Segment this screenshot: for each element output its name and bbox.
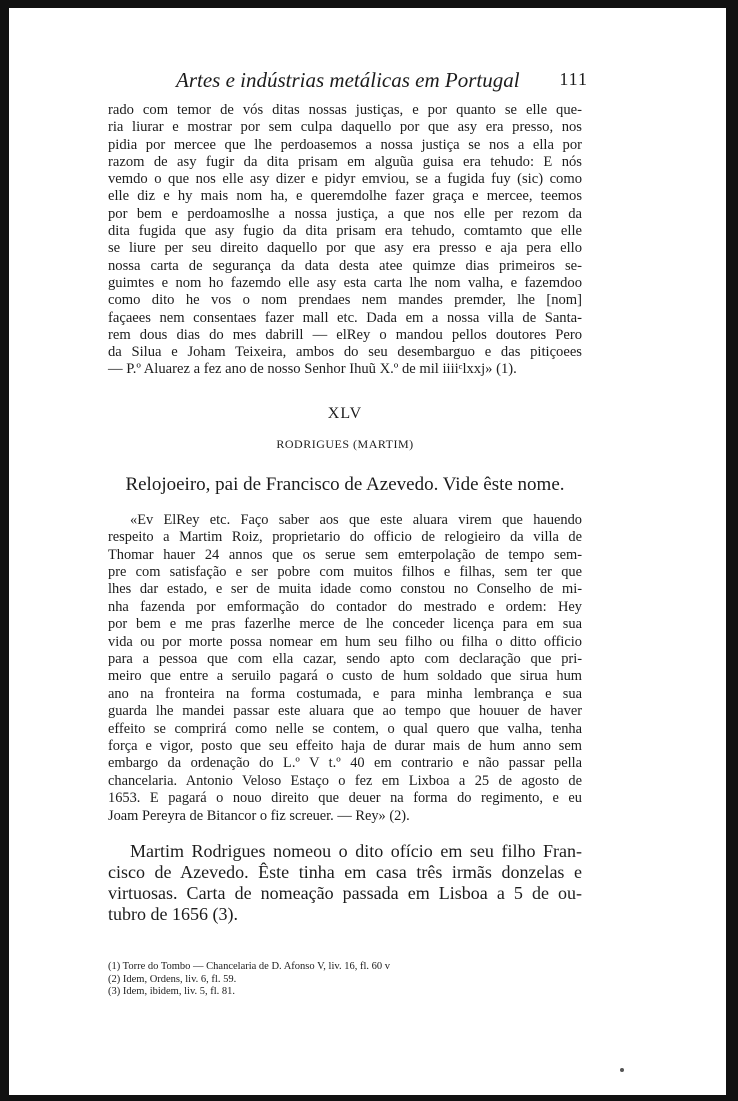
text-line: vida ou por morte possa nomear em hum seu filho ou filha o ditto officio [108, 633, 582, 650]
book-page [108, 60, 588, 999]
text-line: pidia por mercee que lhe perdoasemos a nossa justiça se nos a ella por [108, 136, 582, 153]
text-line: cisco de Azevedo. Êste tinha em casa três irmãs donzelas e [108, 862, 582, 883]
text-line: como dito he vos o nom prendaes nem mandes premder, lhe [nom] [108, 292, 582, 309]
running-title: Artes e indústrias metálicas em Portugal [176, 68, 520, 92]
text-line: elle diz e hy mais nom ha, e queremdolhe fazer graça e mercee, teemos [108, 188, 582, 205]
closing-paragraph [108, 841, 582, 925]
text-line: meiro que entre a seruilo pagará o custo de hum soldado que sirua hum [108, 668, 582, 685]
text-line: effeito se comprirá como nelle se contem, o qual quero que valha, tenha [108, 720, 582, 737]
text-line: ria liurar e mostrar por sem culpa daquello por que asy era presso, nos [108, 119, 582, 136]
text-line: Martim Rodrigues nomeou o dito ofício em seu filho Fran- [130, 841, 582, 862]
text-line: força e vigor, posto que seu effeito haja de durar mais de hum anno sem [108, 738, 582, 755]
text-line: rem dous dias do mes dabrill — elRey o mandou pellos doutores Pero [108, 326, 582, 343]
text-line: nossa carta de segurança da data desta atee quimze dias primeiros se- [108, 257, 582, 274]
text-line: Thomar hauer 24 annos que os serue sem emterpolação de tempo sem- [108, 546, 582, 563]
text-line: chancelaria. Antonio Veloso Estaço o fez em Lixboa a 25 de agosto de [108, 772, 582, 789]
text-line: lhes dar estado, e ser de muita idade como constou no Conselho de mi- [108, 581, 582, 598]
text-line: façaees nem consentaes fazer mall etc. Dada em a nossa villa de Santa- [108, 309, 582, 326]
text-line: 1653. E pagará o nouo direito que deuer na forma do regimento, e eu [108, 790, 582, 807]
text-line: tubro de 1656 (3). [108, 904, 238, 925]
running-header [108, 60, 588, 92]
text-line: guimtes e nom ho fazemdo elle asy esta carta lhe nom valha, e fazemdoo [108, 274, 582, 291]
text-line: para a pessoa que com ella cazar, sendo apto com declaração que pri- [108, 651, 582, 667]
continued-document-paragraph [108, 102, 582, 379]
section-heading: RODRIGUES (MARTIM) [276, 436, 414, 451]
footnote: (1) Torre do Tombo — Chancelaria de D. Afonso V, liv. 16, fl. 60 v [108, 961, 390, 973]
text-line: «Ev ElRey etc. Faço saber aos que este aluara virem que hauendo [130, 511, 582, 528]
text-line: embargo da ordenação do L.º V t.º 40 em contrario e não passar pella [108, 755, 582, 772]
text-line: dita fugida que asy fugio da dita prisam era tehudo, comtamto que elle [108, 223, 582, 240]
text-line: rado com temor de vós ditas nossas justiças, e por quanto se elle que- [108, 102, 582, 118]
footnote: (2) Idem, Ordens, liv. 6, fl. 59. [108, 973, 237, 985]
text-line: se liure per seu direito daquello por que asy era presso e aja pera ello [108, 240, 582, 257]
text-line: guarda lhe mandei passar este aluara que ao tempo que houuer de haver [108, 703, 582, 720]
section-subtitle: Relojoeiro, pai de Francisco de Azevedo. Vide êste nome. [125, 473, 565, 495]
text-line: — P.º Aluarez a fez ano de nosso Senhor Ihuũ X.º de mil iiiiᶜlxxj» (1). [108, 361, 517, 378]
scan-speck [620, 1068, 624, 1072]
text-line: pre com satisfação e ser pobre com muitos filhos e filhas, sem ter que [108, 563, 582, 580]
text-line: nha fazenda por emformação do contador do mestrado e ordem: Hey [108, 598, 582, 615]
text-line: ano na fronteira na forma costumada, e para minha lembrança e sua [108, 685, 582, 702]
section-number: XLV [327, 404, 363, 422]
text-line: por bem e me pras fazerlhe merce de lhe conceder licença para em sua [108, 616, 582, 633]
text-line: Joam Pereyra de Bitancor o fiz screuer. — Rey» (2). [108, 807, 410, 824]
text-line: por bem e perdoamoslhe a nossa justiça, a que nos elle per rezom da [108, 205, 582, 222]
text-line: virtuosas. Carta de nomeação passada em Lisboa a 5 de ou- [108, 883, 582, 904]
quoted-document-paragraph [108, 512, 582, 825]
footnote: (3) Idem, ibidem, liv. 5, fl. 81. [108, 986, 236, 998]
text-line: da Silua e Joham Teixeira, ambos do seu desembarguo e das pitiçoees [108, 344, 582, 361]
footnotes [108, 961, 582, 999]
page-number: 111 [559, 69, 588, 89]
text-line: respeito a Martim Roiz, proprietario do officio de relogieiro da villa de [108, 529, 582, 546]
text-line: razom de asy fugir da dita prisam em alguũa guisa era tehudo: E nós [108, 153, 582, 170]
text-line: vemdo o que nos elle asy dizer e pidyr emviou, se a fugida fuy (sic) como [108, 171, 582, 188]
